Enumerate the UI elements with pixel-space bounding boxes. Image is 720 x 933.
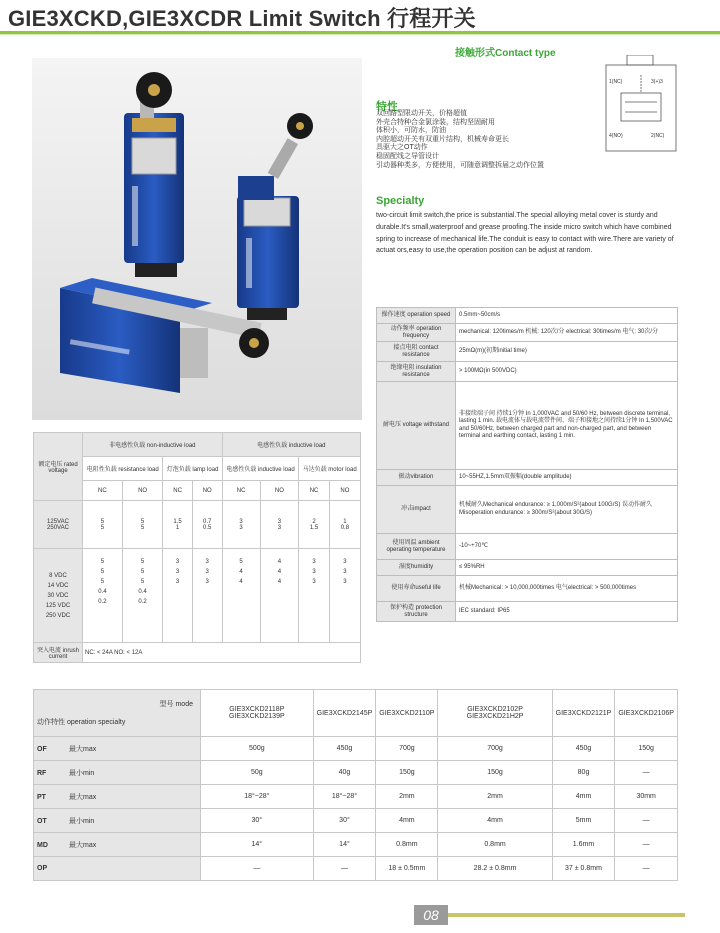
- load-value: 5: [100, 559, 105, 565]
- spec-label: 使用寿命useful life: [377, 576, 456, 602]
- load-value: 3: [205, 579, 209, 585]
- load-value: 4: [277, 559, 282, 565]
- table-row: [377, 324, 678, 342]
- spec-table: [376, 307, 678, 622]
- voltage-label: 8 VDC: [49, 572, 67, 579]
- spec-cell: 14°: [201, 833, 314, 857]
- table-row: [34, 643, 361, 663]
- table-row: [34, 481, 361, 501]
- voltage-label: 125 VDC: [45, 602, 71, 609]
- spec-cell: —: [615, 857, 678, 881]
- load-value: 0.2: [98, 599, 107, 605]
- row-abbr: MD: [37, 841, 48, 849]
- load-value: 0.5: [203, 524, 212, 531]
- table-row: [377, 534, 678, 560]
- load-value: 3: [175, 569, 180, 575]
- sub-header: 马达负载 motor load: [299, 457, 361, 481]
- page-bar: [440, 913, 685, 917]
- spec-cell: 30°: [313, 809, 376, 833]
- row-limit: 最小min: [69, 817, 95, 825]
- table-row: [34, 857, 678, 881]
- limit-switch-illustration: [32, 58, 362, 420]
- load-value: 5: [140, 579, 145, 585]
- spec-cell: 18 ± 0.5mm: [376, 857, 438, 881]
- corner-model: 型号 mode: [159, 701, 193, 708]
- load-value: 3: [277, 518, 282, 525]
- row-label: [34, 809, 201, 833]
- spec-cell: 80g: [552, 761, 615, 785]
- spec-label: 保护构造 protection structure: [377, 602, 456, 622]
- spec-cell: —: [615, 809, 678, 833]
- contact-label-4: 4(NO): [609, 133, 623, 139]
- table-row: [34, 809, 678, 833]
- table-row: [377, 560, 678, 576]
- table-row: [377, 308, 678, 324]
- load-cell: [299, 501, 329, 549]
- load-value: 5: [100, 524, 105, 531]
- load-cell: [192, 549, 222, 643]
- load-value: 1: [343, 518, 347, 525]
- spec-cell: 50g: [201, 761, 314, 785]
- load-value: 4: [239, 579, 243, 585]
- model-header: GIE3XCKD2110P: [376, 690, 438, 737]
- spec-label: 冲击impact: [377, 486, 456, 534]
- sub-header: 电阻性负载 resistance load: [83, 457, 163, 481]
- load-value: 0.4: [138, 589, 147, 595]
- spec-value: 0.5mm~50cm/s: [456, 308, 678, 324]
- row-abbr: OF: [37, 745, 47, 753]
- load-value: 3: [312, 579, 316, 585]
- table-row: [34, 761, 678, 785]
- spec-cell: 150g: [438, 761, 552, 785]
- specialty-title: Specialty: [376, 195, 425, 207]
- table-row: [34, 833, 678, 857]
- load-value: 4: [277, 569, 282, 575]
- rated-voltage-header: 额定电压 rated voltage: [34, 433, 83, 501]
- specialty-text: two-circuit limit switch,the price is substantial.The special alloying metal cover is sturdy and durable.It's small,waterproof and grease proofing.The inside micro switch which have combined spring to increase of mechanical life.The conduit is easy to contact with wire.There are variety of actuat ors,easy to use,the operation position can be adjust at random.: [376, 212, 674, 255]
- load-value: 3: [205, 569, 209, 575]
- load-cell: [83, 549, 123, 643]
- spec-cell: 2mm: [376, 785, 438, 809]
- spec-label: 接点电阻 contact resistance: [377, 342, 456, 362]
- table-row: [34, 785, 678, 809]
- contact-type-title: 接触形式Contact type: [455, 48, 556, 59]
- models-table: [33, 689, 678, 881]
- spec-cell: 500g: [201, 737, 314, 761]
- row-label: [34, 785, 201, 809]
- voltage-label: 250VAC: [47, 524, 69, 531]
- load-value: 3: [175, 559, 180, 565]
- row-limit: 最大max: [69, 841, 97, 849]
- no-header: NO: [329, 481, 360, 501]
- inductive-header: 电感性负载 inductive load: [222, 433, 360, 457]
- page-title: GIE3XCKD,GIE3XCDR Limit Switch 行程开关: [8, 6, 476, 31]
- table-row: [34, 501, 361, 549]
- load-value: 2: [312, 518, 316, 525]
- load-value: 5: [100, 569, 105, 575]
- spec-cell: —: [313, 857, 376, 881]
- load-value: 5: [140, 518, 145, 525]
- features-title: 特性: [376, 101, 398, 113]
- load-value: 1: [175, 524, 180, 531]
- load-cell: [260, 549, 299, 643]
- inrush-label: 突入电流 inrush current: [34, 643, 83, 663]
- spec-cell: —: [615, 833, 678, 857]
- table-row: [34, 737, 678, 761]
- dc-voltage-cell: [34, 549, 83, 643]
- table-row: [34, 549, 361, 643]
- spec-cell: 450g: [313, 737, 376, 761]
- page-number: 08: [414, 905, 448, 925]
- load-value: 4: [239, 569, 243, 575]
- model-header: GIE3XCKD2102P GIE3XCKD21H2P: [438, 690, 552, 737]
- inrush-value: NC: < 24A NO: < 12A: [83, 643, 361, 663]
- ac-voltage-cell: [34, 501, 83, 549]
- voltage-label: 125VAC: [47, 518, 69, 525]
- spec-label: 操作速度 operation speed: [377, 308, 456, 324]
- voltage-label: 250 VDC: [45, 612, 71, 619]
- row-limit: 最小min: [69, 769, 95, 777]
- row-abbr: OT: [37, 817, 47, 825]
- spec-cell: 5mm: [552, 809, 615, 833]
- feature-line: 具驱大之OT动作: [376, 144, 428, 152]
- contact-label-3: 3(+)3: [651, 79, 663, 85]
- table-row: [377, 470, 678, 486]
- load-cell: [122, 549, 163, 643]
- product-photo: [32, 58, 362, 420]
- spec-cell: 1.6mm: [552, 833, 615, 857]
- spec-value: -10~+70℃: [456, 534, 678, 560]
- load-cell: [260, 501, 299, 549]
- spec-cell: 4mm: [438, 809, 552, 833]
- spec-label: 使用周温 ambient operating temperature: [377, 534, 456, 560]
- spec-cell: —: [201, 857, 314, 881]
- spec-label: 绝缘电阻 insulation resistance: [377, 362, 456, 382]
- row-abbr: OP: [37, 865, 48, 872]
- load-value: 0.4: [98, 589, 107, 595]
- load-cell: [163, 549, 192, 643]
- spec-cell: 14°: [313, 833, 376, 857]
- model-header: GIE3XCKD2106P: [615, 690, 678, 737]
- spec-value: 机械Mechanical: > 10,000,000times 电气electrical: > 500,000times: [456, 576, 678, 602]
- spec-cell: 18°~28°: [313, 785, 376, 809]
- spec-cell: 150g: [615, 737, 678, 761]
- no-header: NO: [260, 481, 299, 501]
- load-value: 3: [343, 559, 347, 565]
- spec-label: 振动vibration: [377, 470, 456, 486]
- spec-cell: 28.2 ± 0.8mm: [438, 857, 552, 881]
- spec-label: 湿度humidity: [377, 560, 456, 576]
- spec-cell: —: [615, 761, 678, 785]
- row-label: [34, 833, 201, 857]
- spec-value: ≤ 95%RH: [456, 560, 678, 576]
- row-label: [34, 857, 201, 881]
- load-value: 5: [140, 559, 145, 565]
- table-row: [377, 342, 678, 362]
- voltage-label: 14 VDC: [47, 582, 69, 589]
- row-abbr: RF: [37, 769, 47, 777]
- load-value: 1.5: [309, 524, 319, 531]
- non-inductive-header: 非电感性负载 non-inductive load: [83, 433, 223, 457]
- load-value: 3: [277, 524, 282, 531]
- load-value: 3: [239, 518, 243, 525]
- load-cell: [299, 549, 329, 643]
- contact-schematic: [605, 55, 677, 157]
- load-cell: [122, 501, 163, 549]
- sub-header: 灯泡负载 lamp load: [163, 457, 222, 481]
- load-value: 5: [140, 569, 145, 575]
- table-row: [377, 382, 678, 470]
- model-header: GIE3XCKD2145P: [313, 690, 376, 737]
- spec-cell: 30°: [201, 809, 314, 833]
- nc-header: NC: [83, 481, 123, 501]
- spec-cell: 4mm: [552, 785, 615, 809]
- load-value: 1.5: [173, 518, 182, 525]
- row-limit: 最大max: [69, 793, 97, 801]
- spec-value: 非接续端子间 持续1分钟 In 1,000VAC and 50/60 Hz, between discrete terminal, lasting 1 min. 载电流体与载电流带件间、端子和接地之间持续1分钟 In 1,500VAC and 50/60Hz, between charged part and non-charged part, and between terminal and earthing contact, lasting 1 min.: [456, 382, 678, 470]
- nc-header: NC: [222, 481, 260, 501]
- table-row: [34, 690, 678, 737]
- spec-cell: 0.8mm: [438, 833, 552, 857]
- load-value: 3: [175, 579, 180, 585]
- load-value: 0.7: [203, 518, 212, 525]
- no-header: NO: [122, 481, 163, 501]
- load-value: 0.2: [138, 599, 147, 605]
- nc-header: NC: [299, 481, 329, 501]
- spec-value: > 100MΩ(in 500VDC): [456, 362, 678, 382]
- features-list: [376, 110, 544, 170]
- spec-label: 动作频率 operation frequency: [377, 324, 456, 342]
- voltage-label: 30 VDC: [47, 592, 69, 599]
- row-abbr: PT: [37, 793, 46, 801]
- spec-value: 10~55HZ,1.5mm双振幅(double amplitude): [456, 470, 678, 486]
- spec-cell: 30mm: [615, 785, 678, 809]
- load-value: 3: [343, 569, 347, 575]
- contact-diagram: [605, 55, 677, 157]
- load-value: 3: [312, 559, 316, 565]
- feature-line: 外壳合特种合金氯涂装，结构坚固耐用: [376, 118, 495, 126]
- model-header: GIE3XCKD2121P: [552, 690, 615, 737]
- sub-header: 电感性负载 inductive load: [222, 457, 299, 481]
- spec-cell: 150g: [376, 761, 438, 785]
- load-table: [33, 432, 361, 663]
- corner-cell: [34, 690, 201, 737]
- spec-value: mechanical: 120times/m 机械: 120次/分 electrical: 30times/m 电气: 30次/分: [456, 324, 678, 342]
- load-value: 3: [239, 524, 243, 531]
- table-row: [377, 486, 678, 534]
- feature-line: 引动器种类多，方便使用，可随意调整拆届之动作位置: [376, 161, 544, 169]
- spec-value: IEC standard: IP65: [456, 602, 678, 622]
- contact-label-2: 2(NC): [651, 133, 665, 139]
- load-cell: [222, 501, 260, 549]
- table-row: [377, 362, 678, 382]
- spec-label: 耐电压 voltage withstand: [377, 382, 456, 470]
- load-cell: [163, 501, 192, 549]
- model-header: GIE3XCKD2118P GIE3XCKD2139P: [201, 690, 314, 737]
- load-value: 5: [140, 524, 145, 531]
- spec-cell: 700g: [438, 737, 552, 761]
- table-row: [377, 576, 678, 602]
- spec-cell: 700g: [376, 737, 438, 761]
- load-value: 3: [312, 569, 316, 575]
- spec-cell: 40g: [313, 761, 376, 785]
- load-value: 4: [277, 579, 282, 585]
- load-value: 3: [205, 559, 209, 565]
- load-cell: [329, 501, 360, 549]
- load-value: 3: [343, 579, 347, 585]
- load-cell: [192, 501, 222, 549]
- table-row: [34, 433, 361, 457]
- load-value: 5: [100, 518, 105, 525]
- load-cell: [329, 549, 360, 643]
- spec-cell: 18°~28°: [201, 785, 314, 809]
- load-value: 5: [100, 579, 105, 585]
- spec-cell: 37 ± 0.8mm: [552, 857, 615, 881]
- spec-cell: 4mm: [376, 809, 438, 833]
- contact-label-1: 1(NC): [609, 79, 623, 85]
- spec-cell: 2mm: [438, 785, 552, 809]
- feature-line: 体积小，可防水，防油: [376, 127, 446, 135]
- spec-cell: 450g: [552, 737, 615, 761]
- row-label: [34, 761, 201, 785]
- load-cell: [83, 501, 123, 549]
- load-cell: [222, 549, 260, 643]
- load-value: 0.8: [340, 524, 350, 531]
- spec-value: 25mΩ(m)(初期initial time): [456, 342, 678, 362]
- spec-value: 机械耐久Mechanical endurance: ≥ 1,000m/S²(about 100G/S) 误动作耐久Misoperation endurance: ≥ 300m/S²(about 30G/S): [456, 486, 678, 534]
- spec-cell: 0.8mm: [376, 833, 438, 857]
- row-limit: 最大max: [69, 745, 97, 753]
- feature-line: 双回路型限动开关，价格超值: [376, 110, 467, 117]
- nc-header: NC: [163, 481, 192, 501]
- title-rule-light: [0, 34, 720, 35]
- load-value: 5: [239, 559, 243, 565]
- corner-spec: 动作特性 operation specialty: [37, 719, 126, 726]
- feature-line: 内腔超动开关有双重片结构，机械寿命更长: [376, 135, 509, 143]
- table-row: [34, 457, 361, 481]
- row-label: [34, 737, 201, 761]
- table-row: [377, 602, 678, 622]
- no-header: NO: [192, 481, 222, 501]
- feature-line: 稳固配线之导管设计: [376, 152, 439, 160]
